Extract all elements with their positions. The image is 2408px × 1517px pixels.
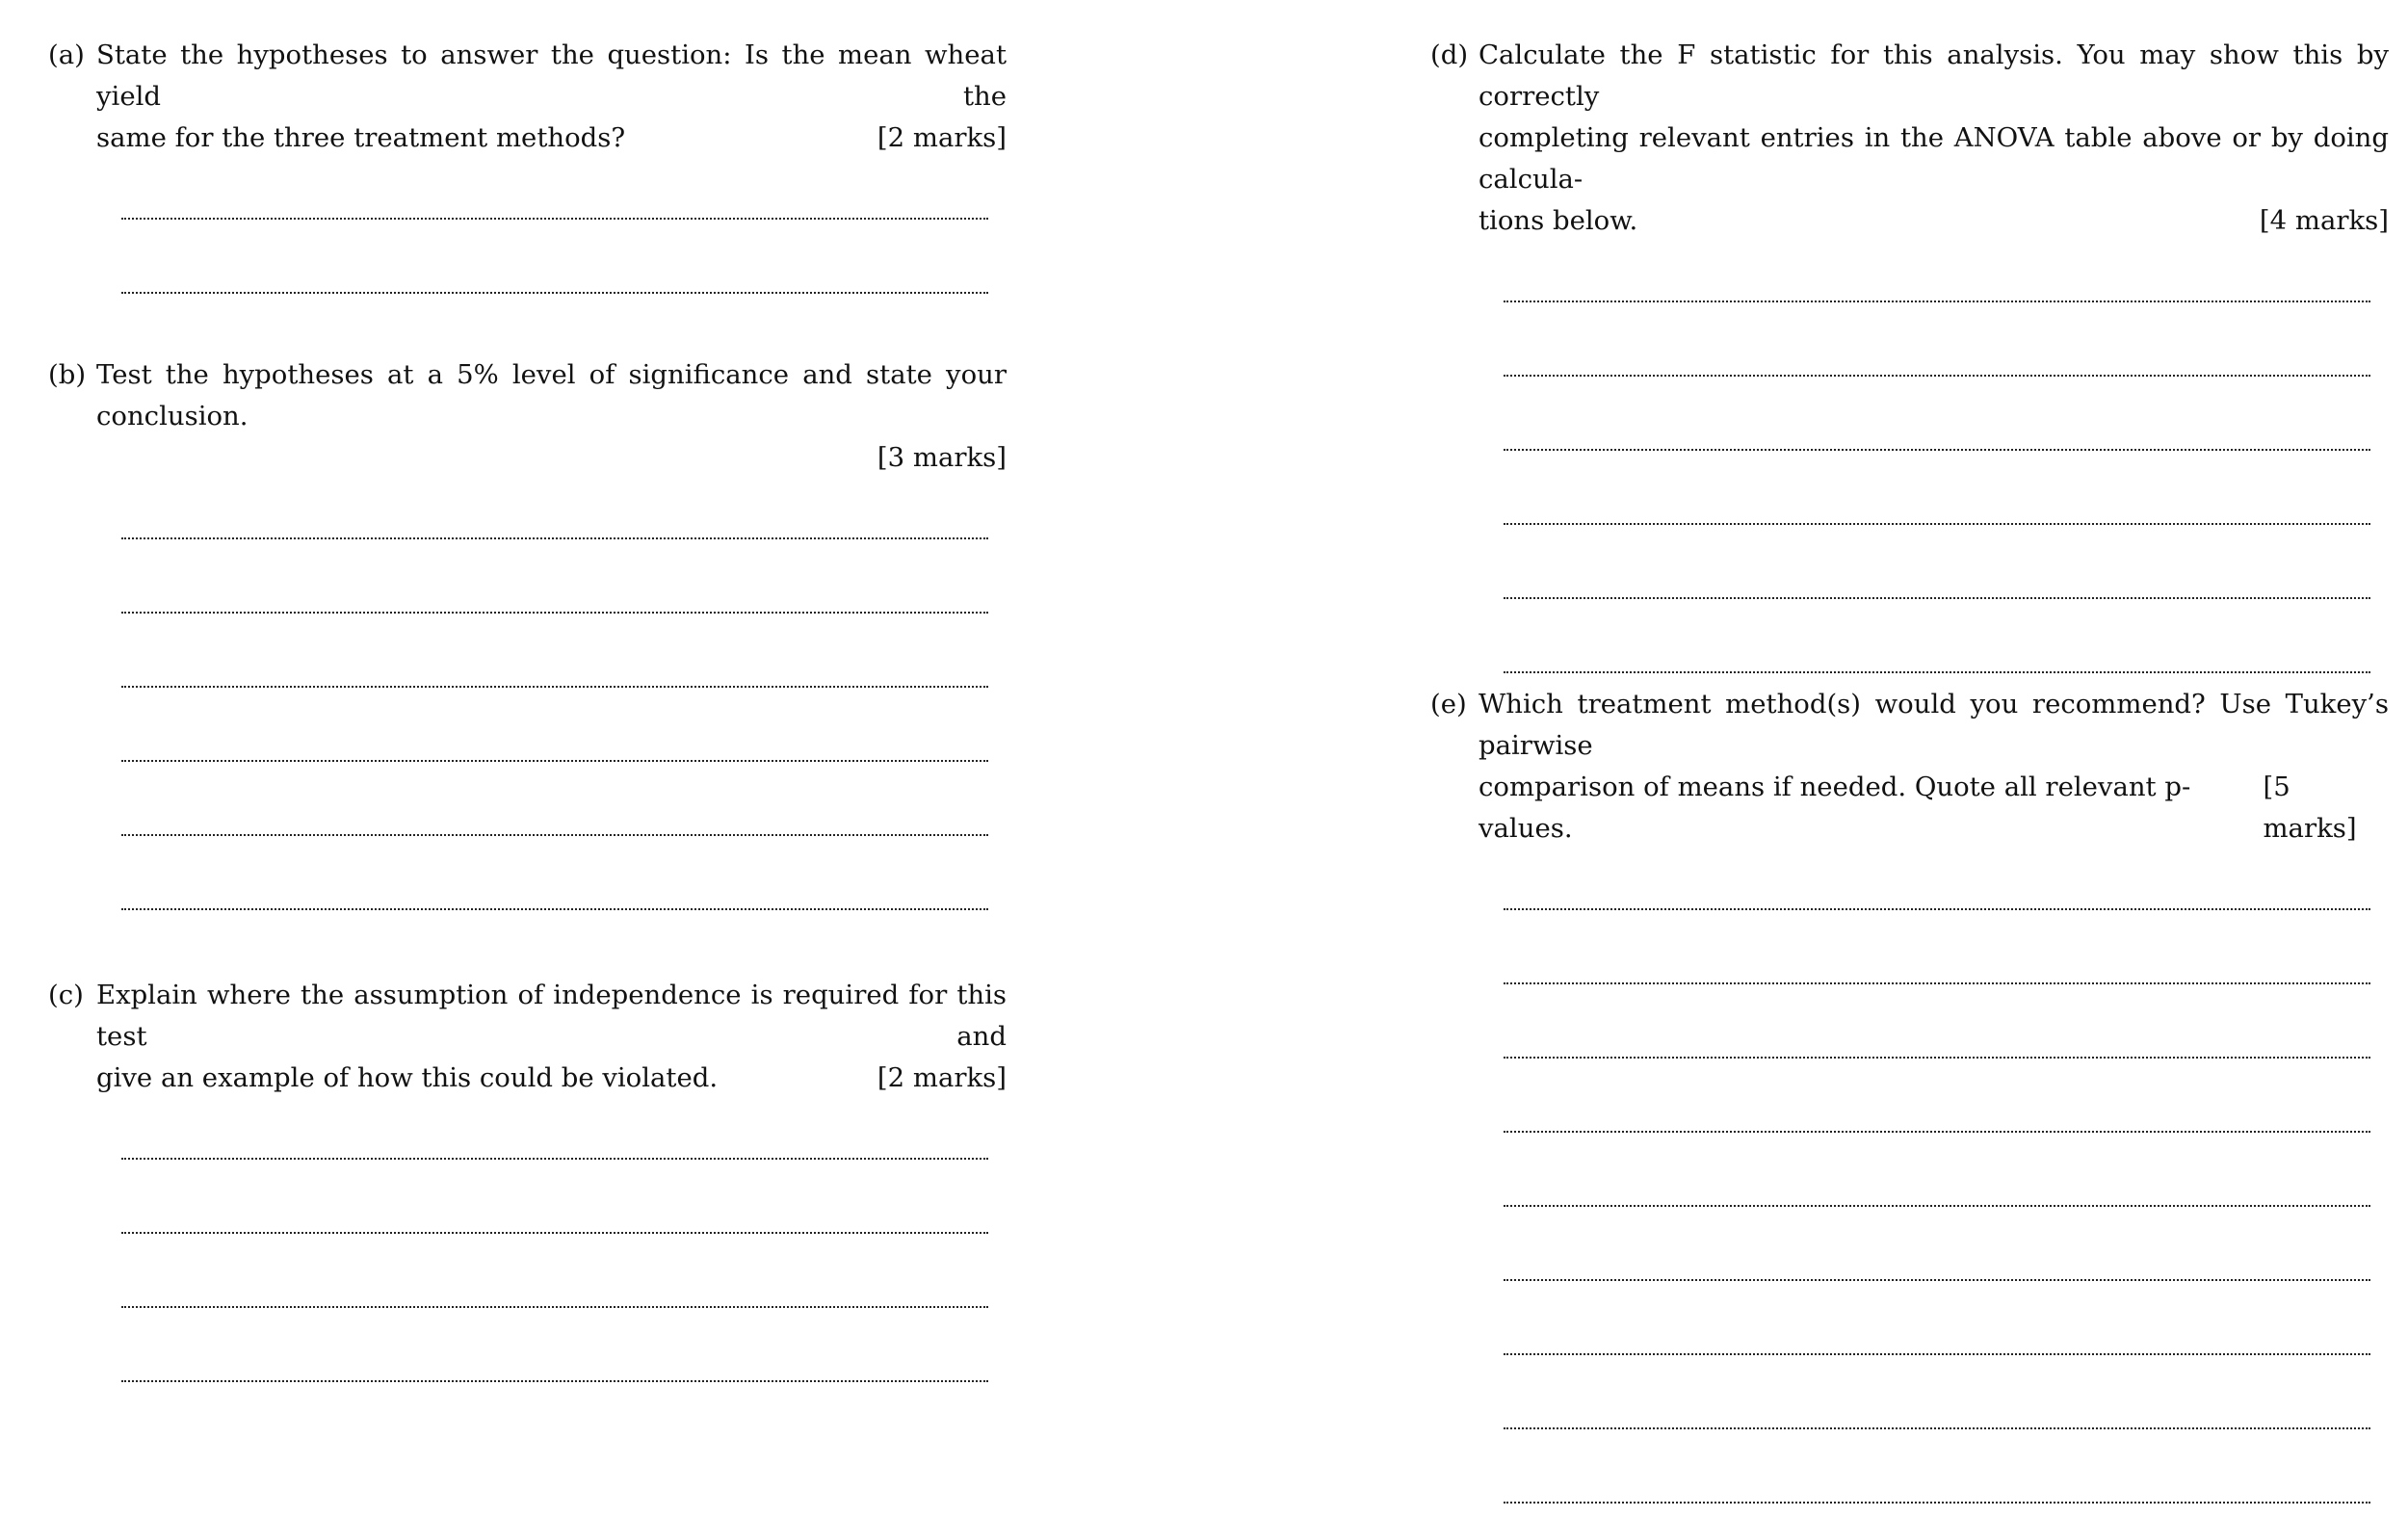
question-a-text-line1: State the hypotheses to answer the question: Is the mean wheat yield the: [96, 39, 1007, 112]
question-e: [1430, 684, 2389, 1517]
answer-line[interactable]: [121, 553, 988, 627]
answer-line[interactable]: [1504, 924, 2370, 998]
answer-line[interactable]: [121, 1173, 988, 1247]
answer-line[interactable]: [121, 1247, 988, 1321]
answer-line[interactable]: [121, 627, 988, 701]
question-e-marks: [5 marks]: [2263, 772, 2357, 844]
answer-line[interactable]: [121, 159, 988, 233]
question-e-prompt: [1430, 684, 2389, 850]
answer-line[interactable]: [1504, 1369, 2370, 1443]
question-c-answer-area[interactable]: [121, 1099, 1007, 1396]
question-d-label: (d): [1430, 39, 1469, 70]
answer-line[interactable]: [1504, 1443, 2370, 1517]
question-a-text-line2: same for the three treatment methods?: [96, 122, 626, 153]
question-d: [1430, 35, 2389, 687]
answer-line[interactable]: [1504, 316, 2370, 390]
answer-line[interactable]: [1504, 242, 2370, 316]
question-b-label: (b): [48, 359, 87, 390]
question-d-text-line3: tions below.: [1479, 205, 1638, 236]
question-c-marks: [2 marks]: [877, 1062, 1007, 1093]
question-e-text-line1: Which treatment method(s) would you recommend? Use Tukey’s pairwise: [1479, 689, 2389, 761]
question-b-text-line1: Test the hypotheses at a 5% level of significance and state your conclusion.: [96, 359, 1007, 432]
question-a-marks: [2 marks]: [877, 122, 1007, 153]
question-d-marks: [4 marks]: [2259, 205, 2389, 236]
question-d-text-line1: Calculate the F statistic for this analysis. You may show this by correctly: [1479, 39, 2389, 112]
question-d-answer-area[interactable]: [1504, 242, 2389, 687]
question-a-answer-area[interactable]: [121, 159, 1007, 307]
answer-line[interactable]: [121, 701, 988, 775]
question-b: [48, 354, 1007, 924]
answer-line[interactable]: [121, 850, 988, 924]
question-b-marks: [3 marks]: [877, 442, 1007, 473]
question-c: [48, 975, 1007, 1396]
question-b-prompt: [48, 354, 1007, 479]
answer-line[interactable]: [1504, 464, 2370, 538]
question-a-prompt: [48, 35, 1007, 159]
answer-line[interactable]: [121, 233, 988, 307]
answer-line[interactable]: [1504, 1220, 2370, 1295]
answer-line[interactable]: [1504, 1295, 2370, 1369]
question-c-text-line1: Explain where the assumption of independence is required for this test and: [96, 980, 1007, 1052]
question-b-answer-area[interactable]: [121, 479, 1007, 924]
answer-line[interactable]: [121, 479, 988, 553]
answer-line[interactable]: [1504, 1072, 2370, 1146]
answer-line[interactable]: [1504, 390, 2370, 464]
answer-line[interactable]: [1504, 1146, 2370, 1220]
answer-line[interactable]: [1504, 538, 2370, 613]
question-e-answer-area[interactable]: [1504, 850, 2389, 1517]
question-c-prompt: [48, 975, 1007, 1099]
answer-line[interactable]: [1504, 850, 2370, 924]
question-e-text-line2: comparison of means if needed. Quote all relevant p-values.: [1479, 772, 2191, 844]
question-c-label: (c): [48, 980, 84, 1010]
question-d-prompt: [1430, 35, 2389, 242]
answer-line[interactable]: [121, 1099, 988, 1173]
question-e-label: (e): [1430, 689, 1467, 719]
question-a-label: (a): [48, 39, 85, 70]
question-c-text-line2: give an example of how this could be violated.: [96, 1062, 719, 1093]
answer-line[interactable]: [121, 775, 988, 850]
answer-line[interactable]: [1504, 998, 2370, 1072]
answer-line[interactable]: [1504, 613, 2370, 687]
answer-line[interactable]: [121, 1321, 988, 1396]
question-d-text-line2: completing relevant entries in the ANOVA table above or by doing calcula-: [1479, 122, 2389, 195]
question-a: [48, 35, 1007, 307]
